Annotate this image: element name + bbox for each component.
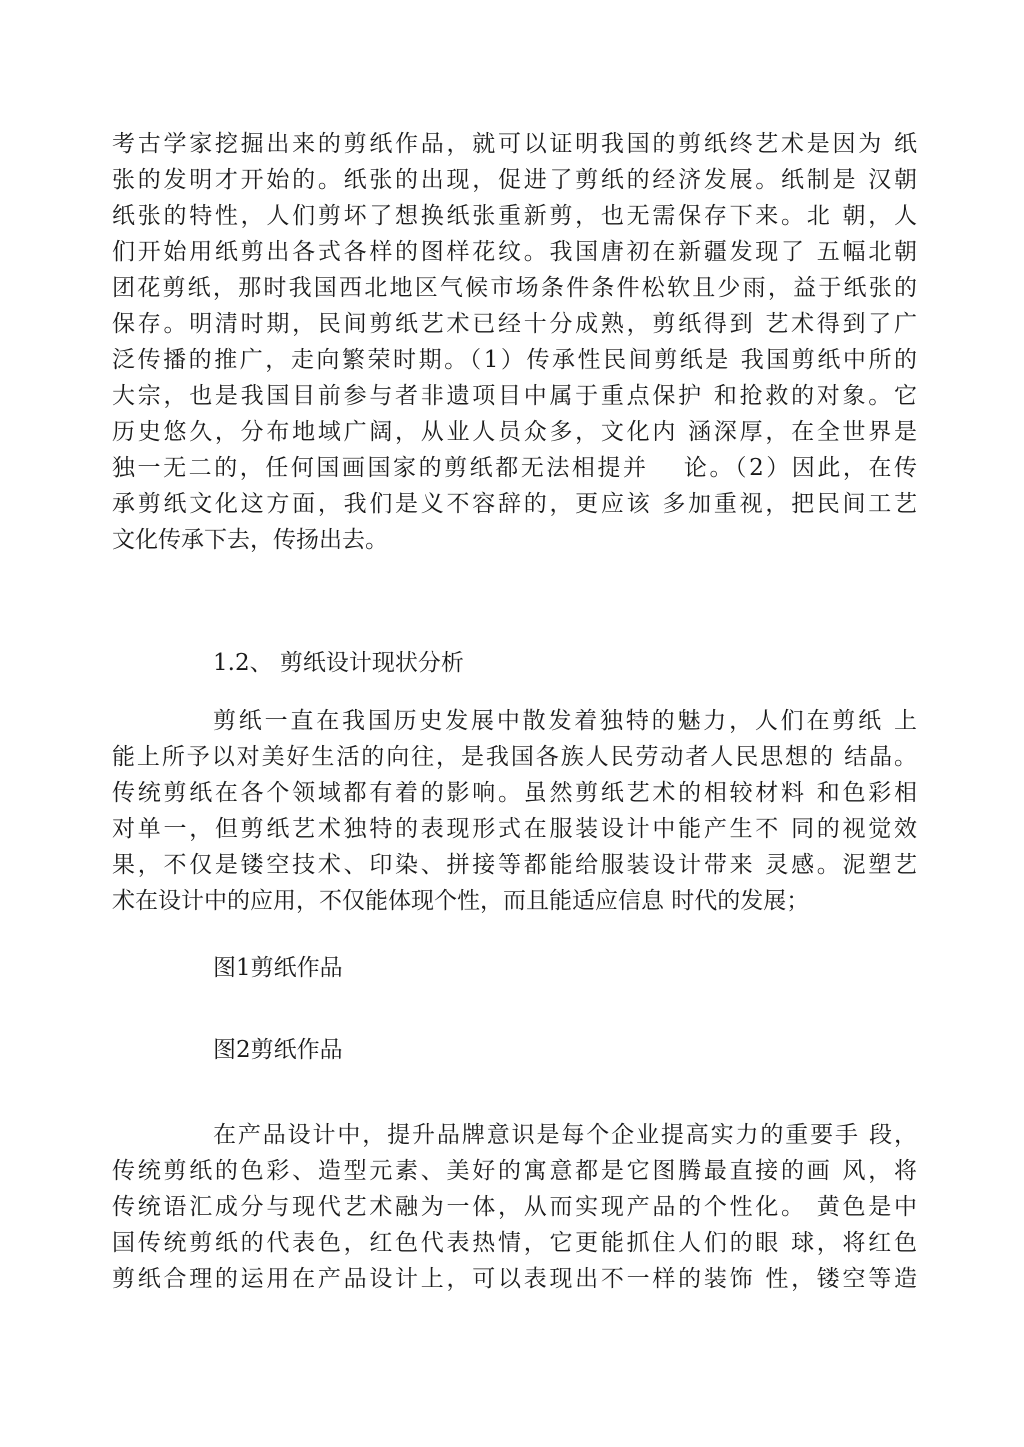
paragraph-line: 保存。明清时期，民间剪纸艺术已经十分成熟，剪纸得到 艺术得到了广: [112, 311, 917, 337]
paragraph-line: 对单一，但剪纸艺术独特的表现形式在服装设计中能产生不 同的视觉效: [112, 816, 917, 842]
paragraph-line: 传统剪纸在各个领域都有着的影响。虽然剪纸艺术的相较材料 和色彩相: [112, 780, 917, 806]
paragraph-line: 大宗，也是我国目前参与者非遗项目中属于重点保护 和抢救的对象。它: [112, 383, 917, 409]
section-heading: 1.2、 剪纸设计现状分析: [213, 650, 464, 676]
paragraph-line: 在产品设计中，提升品牌意识是每个企业提高实力的重要手 段，: [213, 1122, 917, 1148]
paragraph-line: 团花剪纸，那时我国西北地区气候市场条件条件松软且少雨，益于纸张的: [112, 275, 917, 301]
paragraph-line: 国传统剪纸的代表色，红色代表热情，它更能抓住人们的眼 球，将红色: [112, 1230, 917, 1256]
paragraph-line: 传统语汇成分与现代艺术融为一体，从而实现产品的个性化。 黄色是中: [112, 1194, 917, 1220]
paragraph-line: 传统剪纸的色彩、造型元素、美好的寓意都是它图腾最直接的画 风，将: [112, 1158, 917, 1184]
paragraph-line: 们开始用纸剪出各式各样的图样花纹。我国唐初在新疆发现了 五幅北朝: [112, 239, 917, 265]
paragraph-line: 泛传播的推广，走向繁荣时期。（1）传承性民间剪纸是 我国剪纸中所的: [112, 347, 917, 373]
paragraph-line: 果，不仅是镂空技术、印染、拼接等都能给服装设计带来 灵感。泥塑艺: [112, 852, 917, 878]
paragraph-line: 文化传承下去，传扬出去。: [112, 527, 388, 553]
paragraph-line: 纸张的特性，人们剪坏了想换纸张重新剪，也无需保存下来。北 朝，人: [112, 203, 917, 229]
figure-caption-1: 图1剪纸作品: [213, 955, 343, 981]
figure-caption-2: 图2剪纸作品: [213, 1037, 343, 1063]
paragraph-line: 剪纸一直在我国历史发展中散发着独特的魅力，人们在剪纸 上: [213, 708, 917, 734]
paragraph-line: 剪纸合理的运用在产品设计上，可以表现出不一样的装饰 性，镂空等造: [112, 1266, 917, 1292]
paragraph-line: 张的发明才开始的。纸张的出现，促进了剪纸的经济发展。纸制是 汉朝: [112, 167, 917, 193]
paragraph-line: 承剪纸文化这方面，我们是义不容辞的，更应该 多加重视，把民间工艺: [112, 491, 917, 517]
paragraph-line: 能上所予以对美好生活的向往，是我国各族人民劳动者人民思想的 结晶。: [112, 744, 917, 770]
paragraph-line: 独一无二的，任何国画国家的剪纸都无法相提并 论。（2）因此，在传: [112, 455, 917, 481]
paragraph-line: 历史悠久，分布地域广阔，从业人员众多，文化内 涵深厚，在全世界是: [112, 419, 917, 445]
paragraph-line: 考古学家挖掘出来的剪纸作品，就可以证明我国的剪纸终艺术是因为 纸: [112, 131, 917, 157]
paragraph-line: 术在设计中的应用，不仅能体现个性，而且能适应信息 时代的发展；: [112, 888, 810, 914]
